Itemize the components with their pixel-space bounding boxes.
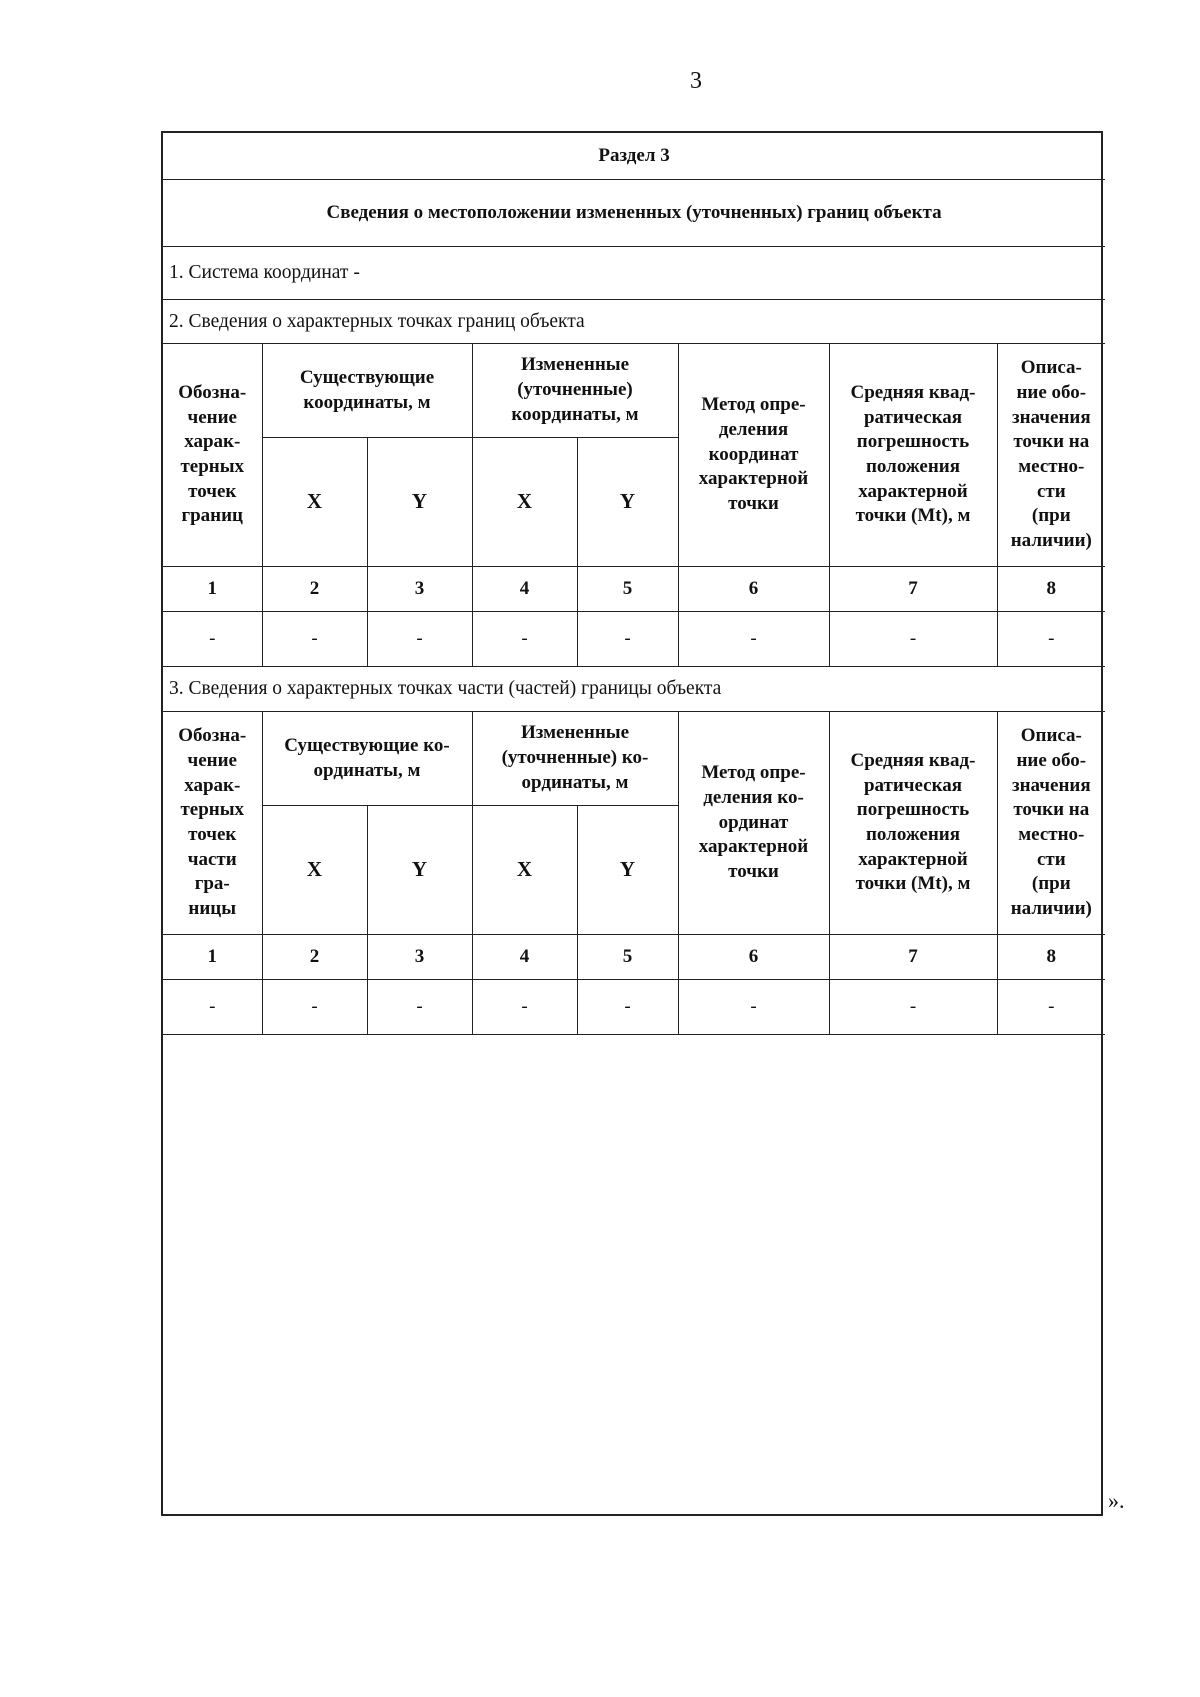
t1-data-cell: - <box>829 612 997 667</box>
t2-num-cell: 3 <box>367 935 472 980</box>
t2-data-cell: - <box>472 980 577 1035</box>
t1-data-cell: - <box>577 612 678 667</box>
t2-num-cell: 7 <box>829 935 997 980</box>
t1-data-cell: - <box>997 612 1105 667</box>
t1-existing-x: X <box>262 438 367 567</box>
t2-col-changed: Измененные (уточненные) ко- ординаты, м <box>472 712 678 806</box>
t2-changed-y: Y <box>577 806 678 935</box>
t2-data-cell: - <box>829 980 997 1035</box>
t1-col-changed: Измененные (уточненные) координаты, м <box>472 344 678 438</box>
t1-changed-y: Y <box>577 438 678 567</box>
t1-col-description: Описа- ние обо- значения точки на местно- сти (при наличии) <box>997 344 1105 567</box>
t2-existing-x: X <box>262 806 367 935</box>
t2-num-cell: 5 <box>577 935 678 980</box>
t2-data-cell: - <box>678 980 829 1035</box>
section-subtitle: Сведения о местоположении измененных (уточненных) границ объекта <box>163 180 1105 247</box>
t1-existing-y: Y <box>367 438 472 567</box>
section-frame <box>161 131 1103 1516</box>
t2-changed-x: X <box>472 806 577 935</box>
part3-title: 3. Сведения о характерных точках части (частей) границы объекта <box>163 667 1105 712</box>
t1-num-cell: 5 <box>577 567 678 612</box>
t1-num-cell: 1 <box>163 567 262 612</box>
t1-col-existing: Существующие координаты, м <box>262 344 472 438</box>
t1-data-cell: - <box>163 612 262 667</box>
section-table <box>163 133 1105 1035</box>
t2-col-description: Описа- ние обо- значения точки на местно- сти (при наличии) <box>997 712 1105 935</box>
t1-data-cell: - <box>678 612 829 667</box>
t1-col-designation: Обозна- чение харак- терных точек границ <box>163 344 262 567</box>
t2-col-accuracy: Средняя квад- ратическая погрешность положения характерной точки (Mt), м <box>829 712 997 935</box>
t2-data-cell: - <box>262 980 367 1035</box>
t2-col-method: Метод опре- деления ко- ординат характерной точки <box>678 712 829 935</box>
t1-col-accuracy: Средняя квад- ратическая погрешность положения характерной точки (Mt), м <box>829 344 997 567</box>
t1-num-cell: 3 <box>367 567 472 612</box>
t1-num-cell: 7 <box>829 567 997 612</box>
t1-changed-x: X <box>472 438 577 567</box>
t1-num-cell: 6 <box>678 567 829 612</box>
t1-data-cell: - <box>367 612 472 667</box>
t1-num-cell: 4 <box>472 567 577 612</box>
t2-data-cell: - <box>997 980 1105 1035</box>
t1-data-cell: - <box>472 612 577 667</box>
t2-num-cell: 2 <box>262 935 367 980</box>
part2-title: 2. Сведения о характерных точках границ объекта <box>163 300 1105 344</box>
t2-num-cell: 6 <box>678 935 829 980</box>
t2-data-cell: - <box>367 980 472 1035</box>
t1-num-cell: 8 <box>997 567 1105 612</box>
t2-num-cell: 4 <box>472 935 577 980</box>
section-title: Раздел 3 <box>163 133 1105 180</box>
closing-quote: ». <box>1108 1488 1125 1513</box>
coord-system-line: 1. Система координат - <box>163 247 1105 300</box>
t2-data-cell: - <box>163 980 262 1035</box>
t1-col-method: Метод опре- деления координат характерной точки <box>678 344 829 567</box>
t2-num-cell: 8 <box>997 935 1105 980</box>
t2-data-cell: - <box>577 980 678 1035</box>
t2-existing-y: Y <box>367 806 472 935</box>
t1-data-cell: - <box>262 612 367 667</box>
page-number: 3 <box>690 68 702 94</box>
t2-num-cell: 1 <box>163 935 262 980</box>
t2-col-designation: Обозна- чение харак- терных точек части гра- ницы <box>163 712 262 935</box>
t2-col-existing: Существующие ко- ординаты, м <box>262 712 472 806</box>
t1-num-cell: 2 <box>262 567 367 612</box>
